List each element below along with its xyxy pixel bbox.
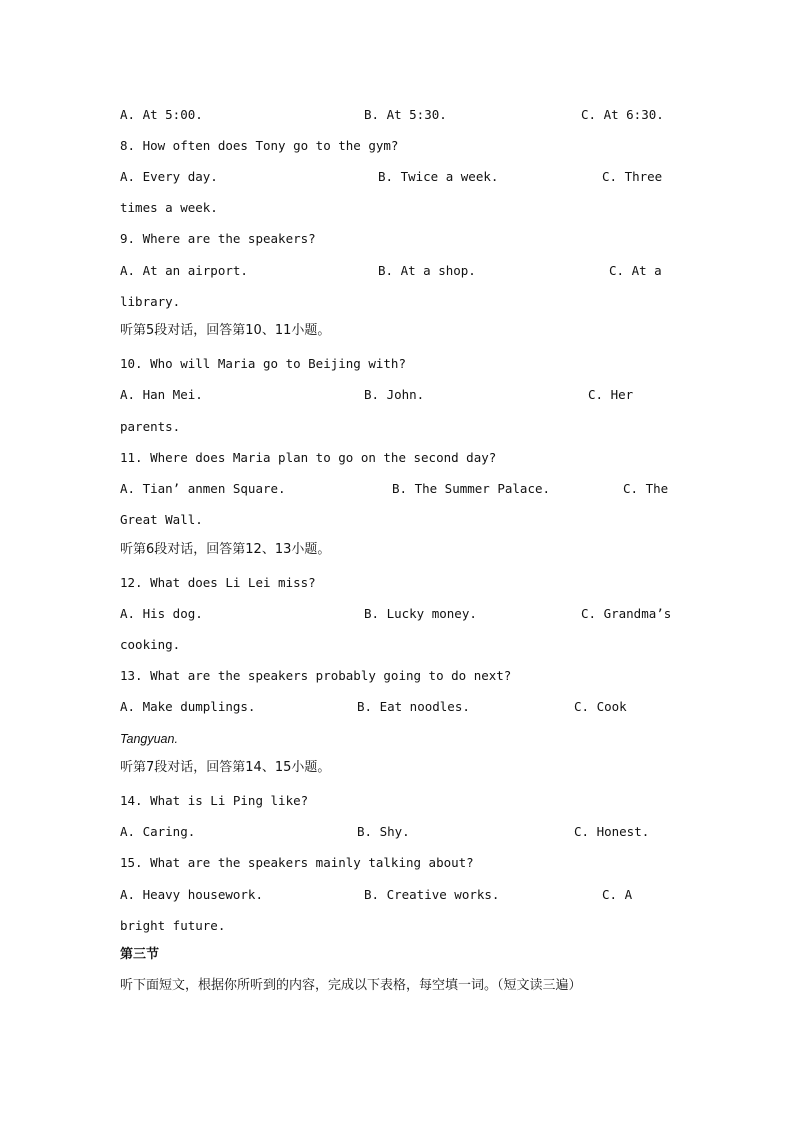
dialogue-5-instruction: 听第5段对话，回答第10、11小题。 xyxy=(120,323,331,338)
q11-option-c-cont: Great Wall. xyxy=(120,512,203,527)
q10-option-a: A. Han Mei. xyxy=(120,387,203,402)
q10-option-b: B. John. xyxy=(364,387,425,402)
q15-option-c-cont: bright future. xyxy=(120,918,226,933)
q12-stem: 12. What does Li Lei miss? xyxy=(120,575,316,590)
q8-option-c: C. Three xyxy=(602,169,663,184)
q7-option-b: B. At 5:30. xyxy=(364,107,447,122)
section-3-instruction: 听下面短文，根据你所听到的内容，完成以下表格，每空填一词。（短文读三遍） xyxy=(120,978,582,993)
q12-option-b: B. Lucky money. xyxy=(364,606,477,621)
q8-option-c-cont: times a week. xyxy=(120,200,218,215)
q14-stem: 14. What is Li Ping like? xyxy=(120,793,309,808)
q8-option-a: A. Every day. xyxy=(120,169,218,184)
dialogue-6-instruction: 听第6段对话，回答第12、13小题。 xyxy=(120,542,331,557)
q9-stem: 9. Where are the speakers? xyxy=(120,231,316,246)
q11-stem: 11. Where does Maria plan to go on the second day? xyxy=(120,450,497,465)
q15-option-a: A. Heavy housework. xyxy=(120,887,263,902)
dialogue-7-instruction: 听第7段对话，回答第14、15小题。 xyxy=(120,760,331,775)
q12-option-c: C. Grandma’s xyxy=(581,606,672,621)
q8-stem: 8. How often does Tony go to the gym? xyxy=(120,138,399,153)
q8-option-b: B. Twice a week. xyxy=(378,169,499,184)
q10-option-c: C. Her xyxy=(588,387,634,402)
q9-option-c: C. At a xyxy=(609,263,662,278)
q13-option-c-cont: Tangyuan. xyxy=(120,732,178,746)
q15-option-c: C. A xyxy=(602,887,633,902)
q7-option-c: C. At 6:30. xyxy=(581,107,664,122)
section-3-title: 第三节 xyxy=(120,947,160,962)
q9-option-a: A. At an airport. xyxy=(120,263,248,278)
q15-stem: 15. What are the speakers mainly talking about? xyxy=(120,855,474,870)
q9-option-c-cont: library. xyxy=(120,294,181,309)
q10-stem: 10. Who will Maria go to Beijing with? xyxy=(120,356,406,371)
q14-option-a: A. Caring. xyxy=(120,824,196,839)
q13-option-c: C. Cook xyxy=(574,699,627,714)
q11-option-a: A. Tian’ anmen Square. xyxy=(120,481,286,496)
q9-option-b: B. At a shop. xyxy=(378,263,476,278)
q14-option-b: B. Shy. xyxy=(357,824,410,839)
q12-option-a: A. His dog. xyxy=(120,606,203,621)
q13-option-b: B. Eat noodles. xyxy=(357,699,470,714)
q13-option-a: A. Make dumplings. xyxy=(120,699,256,714)
q10-option-c-cont: parents. xyxy=(120,419,181,434)
q12-option-c-cont: cooking. xyxy=(120,637,181,652)
q13-stem: 13. What are the speakers probably going to do next? xyxy=(120,668,512,683)
q14-option-c: C. Honest. xyxy=(574,824,650,839)
q11-option-c: C. The xyxy=(623,481,669,496)
q15-option-b: B. Creative works. xyxy=(364,887,500,902)
q11-option-b: B. The Summer Palace. xyxy=(392,481,551,496)
q7-option-a: A. At 5:00. xyxy=(120,107,203,122)
